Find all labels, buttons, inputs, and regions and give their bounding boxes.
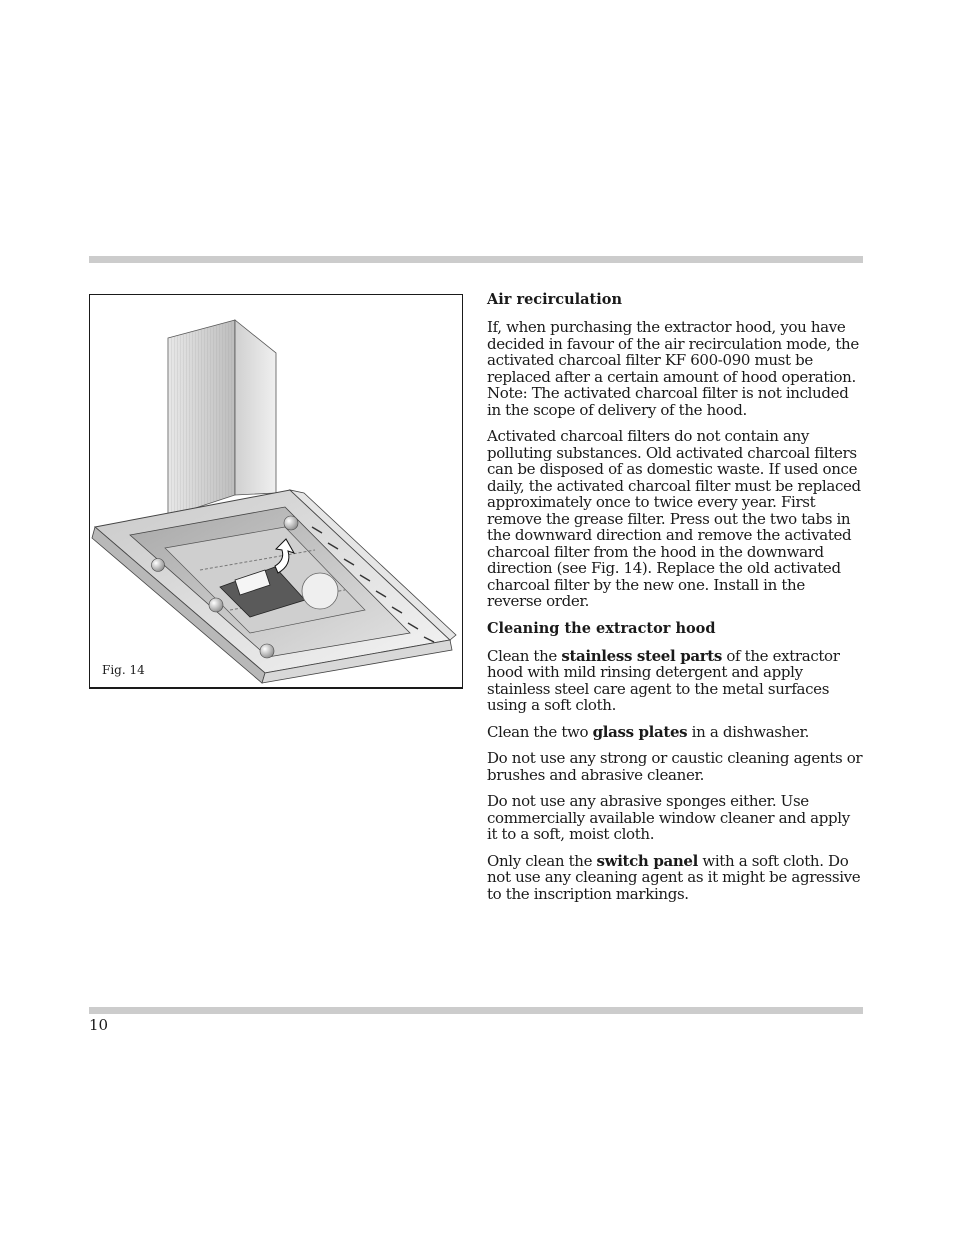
paragraph: If, when purchasing the extractor hood, you have decided in favour of the air recirculation mode, the activated charcoal filter KF 600-090 must be replaced after a certain amount of hood operation. Note: The activated charcoal filter is not included in the scope of delivery of the hood. xyxy=(487,318,859,419)
text-column xyxy=(487,291,863,912)
paragraph: Only clean the switch panel with a soft cloth. Do not use any cleaning agent as it might be agressive to the inscription markings. xyxy=(487,851,861,903)
figure-caption: Fig. 14 xyxy=(102,663,145,677)
paragraph: Do not use any strong or caustic cleaning agents or brushes and abrasive cleaner. xyxy=(487,749,863,784)
paragraph: Clean the stainless steel parts of the extractor hood with mild rinsing detergent and apply stainless steel care agent to the metal surfaces using a soft cloth. xyxy=(487,646,840,714)
figure-14 xyxy=(89,294,463,689)
paragraph: Clean the two glass plates in a dishwasher. xyxy=(487,722,810,741)
paragraph: Do not use any abrasive sponges either. Use commercially available window cleaner and apply it to a soft, moist cloth. xyxy=(487,792,850,843)
page-number: 10 xyxy=(89,1016,109,1034)
bottom-divider xyxy=(89,1007,863,1014)
section-heading-cleaning: Cleaning the extractor hood xyxy=(487,619,716,637)
section-heading-air-recirculation: Air recirculation xyxy=(487,291,622,308)
paragraph: Activated charcoal filters do not contain any polluting substances. Old activated charcoal filters can be disposed of as domestic waste. If used once daily, the activated charcoal filter must be replaced approximately once to twice every year. First remove the grease filter. Press out the two tabs in the downward direction and remove the activated charcoal filter from the hood in the downward direction (see Fig. 14). Replace the old activated charcoal filter by the new one. Install in the reverse order. xyxy=(487,427,861,610)
extractor-hood-illustration xyxy=(90,295,463,689)
top-divider xyxy=(89,256,863,263)
